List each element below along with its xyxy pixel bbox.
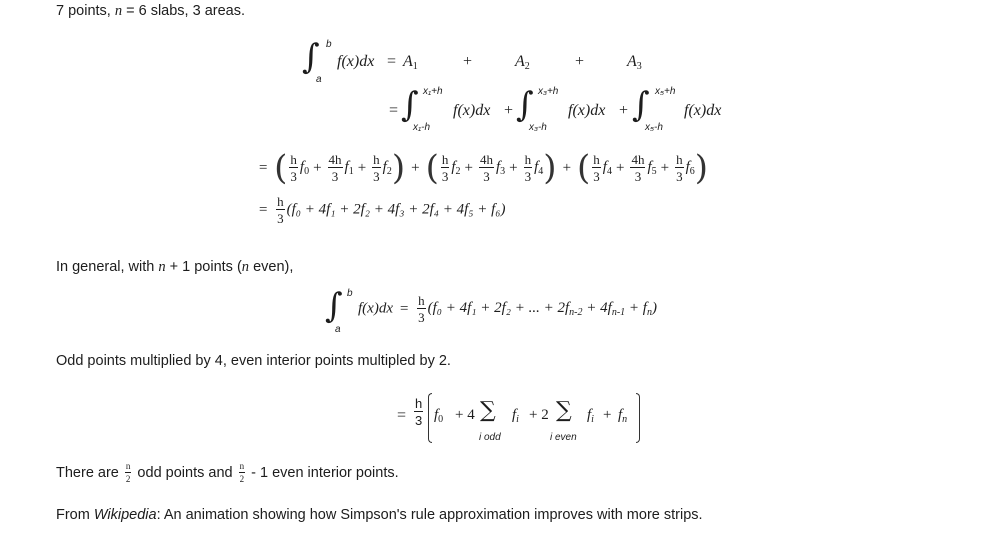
term-f1: $f_1$ (344, 159, 354, 177)
equation-4: = $\frac{h}{3}$ (f₀ + 4f₁ + 2f₂ + 4f₃ + 2f₄ + 4f₅ + f₆) (258, 194, 506, 226)
sum-odd-icon: ∑ (480, 398, 496, 423)
integral-sign: ∫ (302, 37, 320, 77)
plus-sign: + (619, 102, 629, 119)
upper-limit: b (326, 39, 332, 50)
term-f0: $f_0$ (299, 159, 310, 177)
lower-limit: x₅-h (645, 122, 663, 133)
integral-sign: ∫ (325, 286, 343, 326)
lower-limit: x₁-h (413, 122, 431, 133)
area-a3: $A_3$ (627, 53, 642, 72)
area-a1: $A_1$ (403, 53, 418, 72)
big-paren-left (428, 393, 432, 443)
n-symbol: n (114, 3, 123, 19)
sum-even-icon: ∑ (556, 398, 572, 423)
integrand: f(x)dx (453, 102, 491, 119)
equals-sign: = (387, 53, 397, 70)
integrand: f(x)dx (568, 102, 606, 119)
equals-sign: = (258, 159, 269, 176)
equation-3: = ( $\frac{h}{3}$ $f_0$ + $\frac{4h}{3}$ $f_1$ + $\frac{h}{3}$ $f_2$) + ( $\frac{h}{3}$ $f_2$ + $\frac{4h}{3}$ $f_3$ + $\frac{h}{3}$ $f_4$) + ( $\frac{h}{3}$ $f_4$ + $\frac{4h}{3}$ $f_5$ + $\frac{h}{3}$ $f_6$) (258, 148, 709, 188)
big-paren-right (636, 393, 640, 443)
fraction-h-3: $\frac{h}{3}$ (290, 152, 297, 184)
wikipedia-link[interactable]: Wikipedia (93, 507, 157, 523)
integrand: f(x)dx (337, 53, 375, 70)
fraction-4h-3: $\frac{4h}{3}$ (328, 152, 342, 184)
integral-sign: ∫ (632, 85, 650, 125)
upper-limit: x₃+h (538, 86, 559, 97)
simpson-expression: (f₀ + 4f₁ + 2f₂ + 4f₃ + 2f₄ + 4f₅ + f₆) (286, 201, 506, 218)
plus-sign: + (504, 102, 514, 119)
general-line: In general, with n + 1 points (n even), (56, 259, 294, 275)
there-are-line: There are $\frac{n}{2}$ odd points and $\frac{n}{2}$ - 1 even interior points. (56, 461, 399, 484)
upper-limit: x₁+h (423, 86, 443, 97)
term-f2: $f_2$ (382, 159, 392, 177)
plus-sign: + (575, 53, 585, 70)
integral-sign: ∫ (401, 85, 419, 125)
area-a2: $A_2$ (515, 53, 530, 72)
lower-limit: x₃-h (529, 122, 547, 133)
wikipedia-line: From Wikipedia: An animation showing how Simpson's rule approximation improves with more strips. (56, 507, 703, 523)
intro-line (56, 3, 245, 20)
lower-limit: a (316, 74, 322, 85)
integral-sign: ∫ (516, 85, 534, 125)
plus-sign: + (463, 53, 473, 70)
equals-sign: = (389, 102, 399, 119)
intro-text: 7 points, (56, 3, 115, 19)
intro-text-end: = 6 slabs, 3 areas. (122, 3, 246, 19)
integrand: f(x)dx (684, 102, 722, 119)
odd-points-text: Odd points multiplied by 4, even interior points multipled by 2. (56, 353, 451, 369)
upper-limit: x₅+h (655, 86, 676, 97)
